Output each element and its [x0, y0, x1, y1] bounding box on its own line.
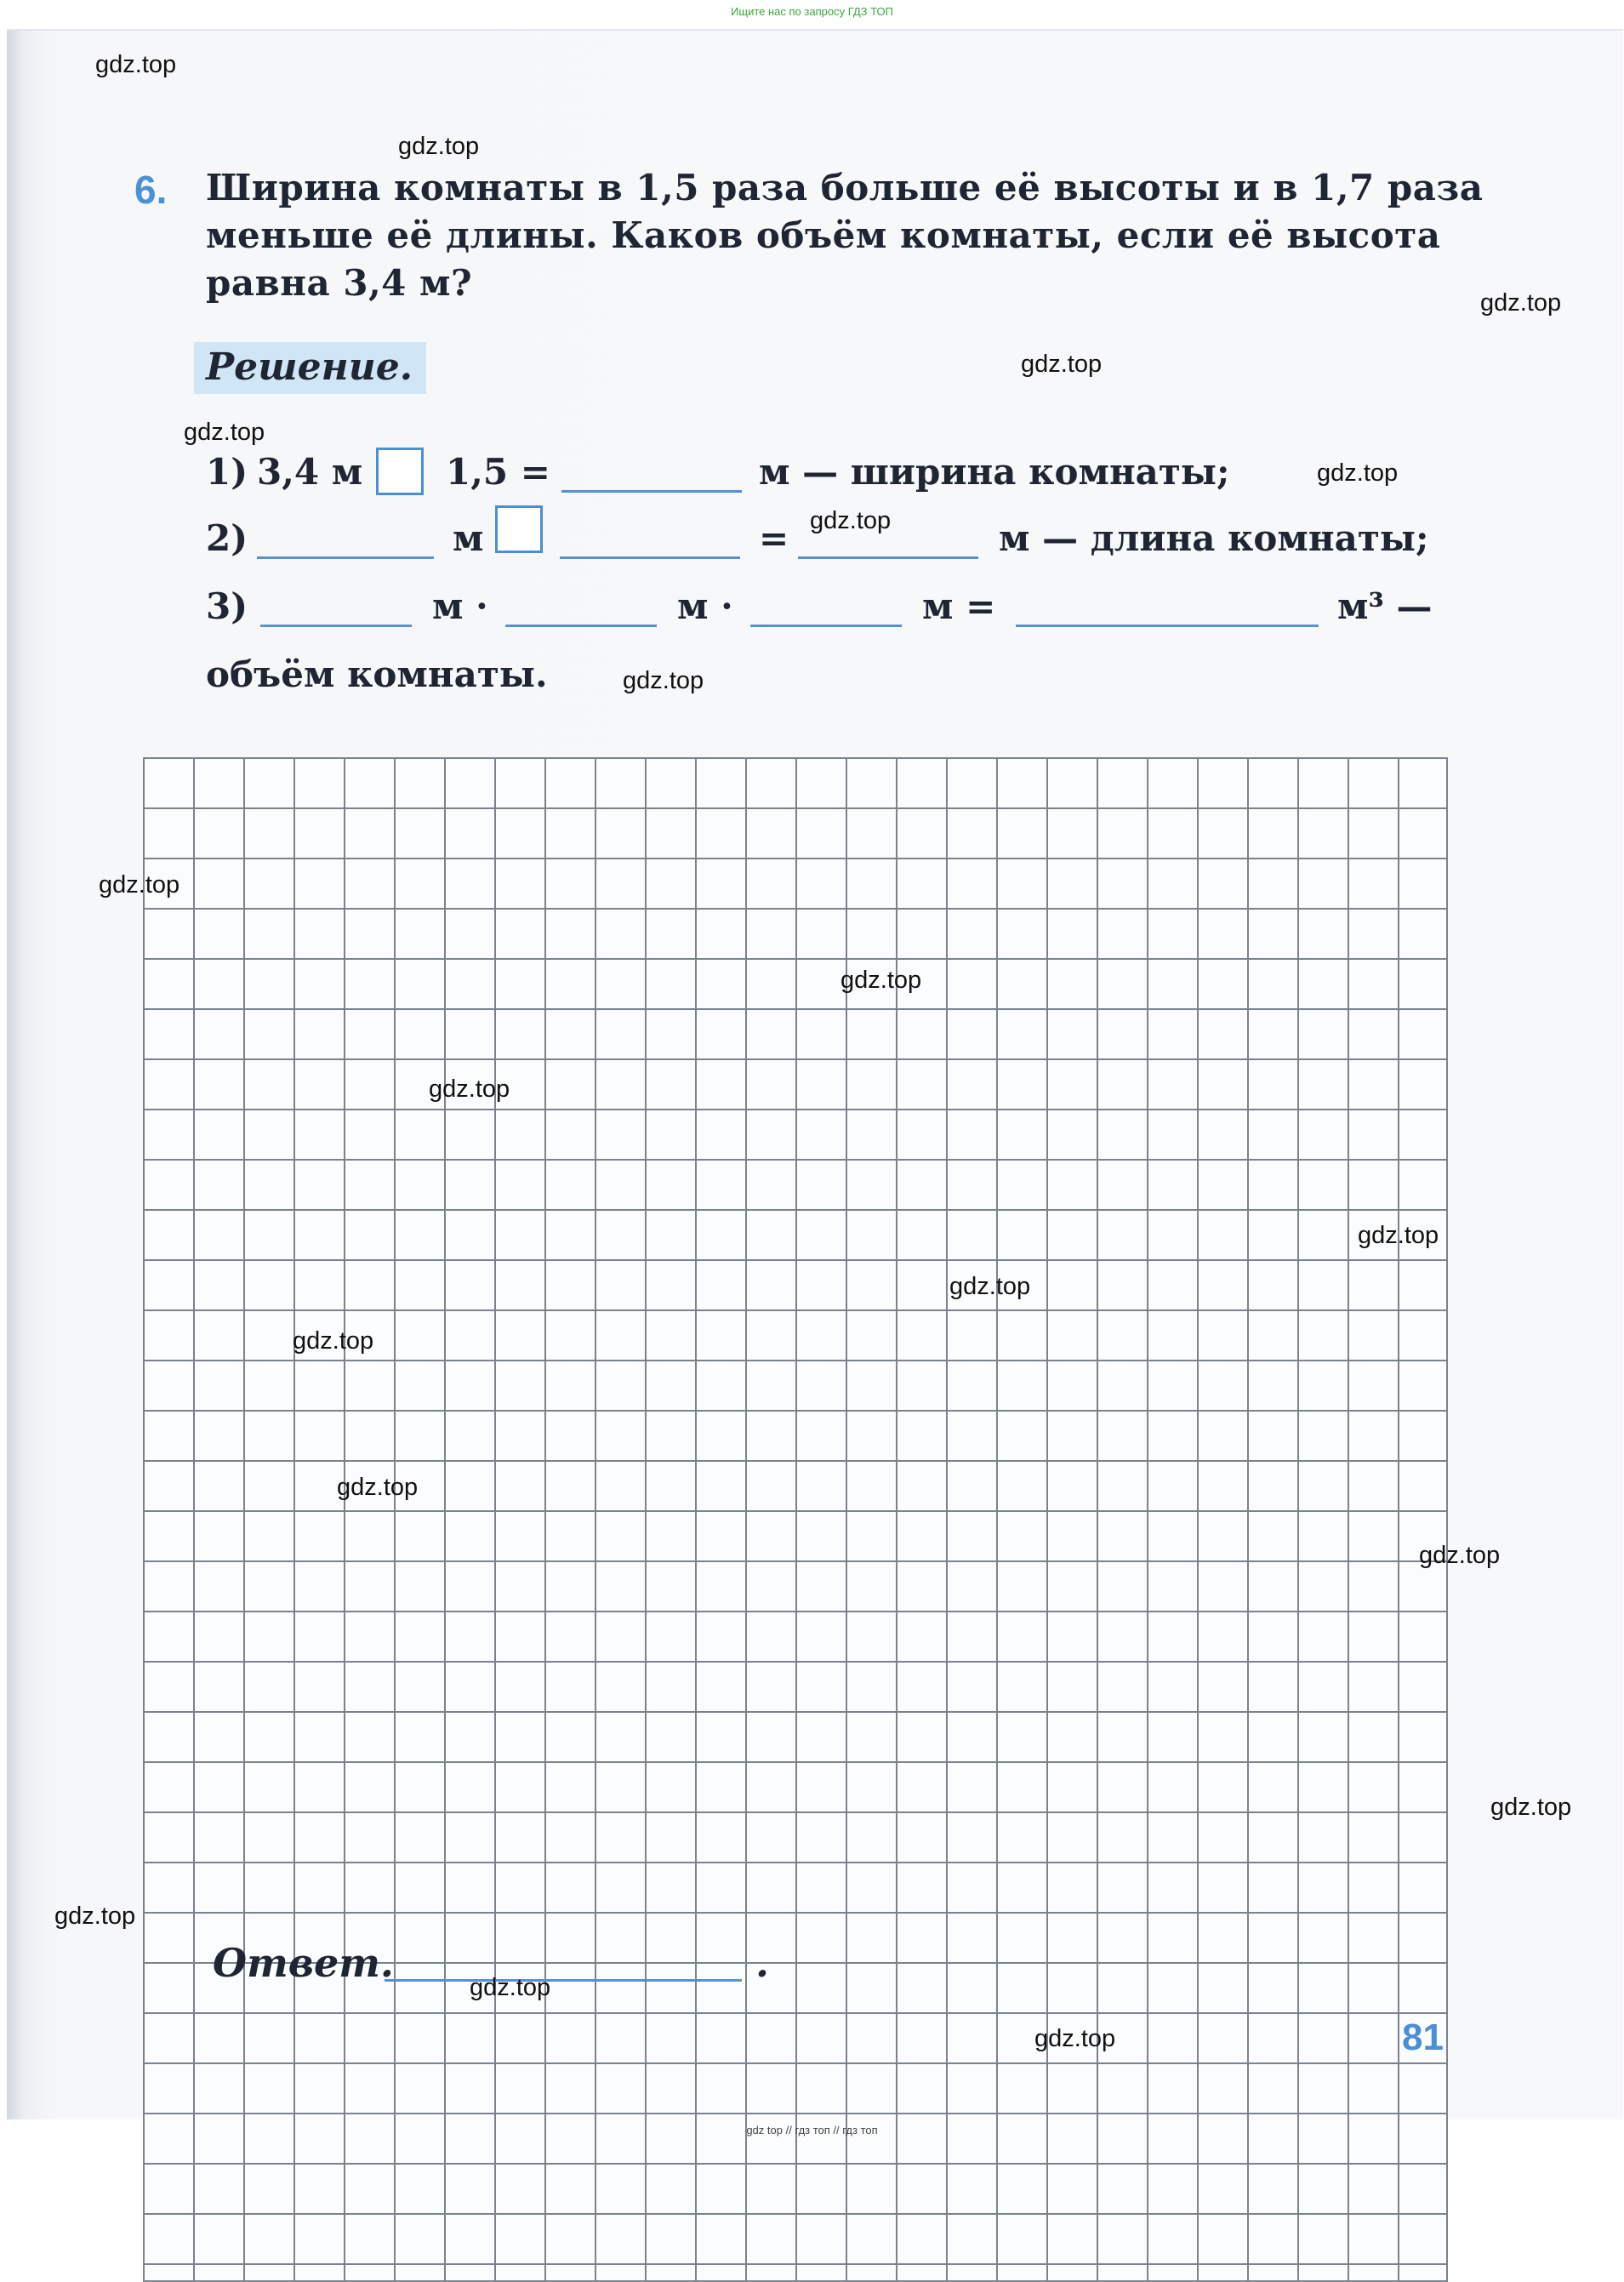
- answer-label: Ответ.: [213, 1940, 394, 1986]
- page-number: 81: [1402, 2017, 1444, 2058]
- watermark: gdz.top: [95, 51, 177, 78]
- step-3-tail: объём комнаты.: [206, 653, 548, 695]
- blank-volume[interactable]: [1016, 625, 1319, 627]
- step-3-unit-1: м ·: [432, 585, 488, 627]
- watermark: gdz.top: [1034, 2025, 1116, 2052]
- watermark: gdz.top: [1021, 351, 1103, 378]
- step-1: [206, 451, 1456, 502]
- watermark: gdz.top: [623, 667, 704, 694]
- blank-step-3-first[interactable]: [260, 625, 412, 627]
- operation-box-1[interactable]: [376, 448, 424, 495]
- answer-row: [213, 1940, 394, 1986]
- watermark: gdz.top: [810, 507, 892, 534]
- watermark: gdz.top: [1419, 1542, 1501, 1569]
- step-2-number: 2): [206, 517, 248, 559]
- task-number: 6.: [134, 168, 168, 212]
- footer-link[interactable]: gdz top // гдз топ // гдз топ: [746, 2124, 878, 2137]
- watermark: gdz.top: [99, 871, 180, 899]
- task-text-line-2: меньше её длины. Каков объём комнаты, если её высота: [206, 214, 1441, 256]
- step-2-result-label: м — длина комнаты;: [999, 517, 1429, 559]
- watermark: gdz.top: [1317, 459, 1399, 487]
- draft-grid[interactable]: [143, 757, 1448, 2282]
- watermark: gdz.top: [54, 1903, 136, 1930]
- blank-length[interactable]: [798, 556, 978, 559]
- step-1-value: 3,4 м: [257, 451, 363, 493]
- step-1-result-label: м — ширина комнаты;: [759, 451, 1230, 493]
- watermark: gdz.top: [429, 1075, 510, 1103]
- watermark: gdz.top: [337, 1474, 419, 1501]
- step-3: [206, 585, 1456, 636]
- step-1-factor: 1,5 =: [446, 451, 550, 493]
- answer-blank[interactable]: [385, 1979, 742, 1982]
- step-2-unit: м: [453, 517, 484, 559]
- watermark: gdz.top: [1358, 1222, 1439, 1249]
- blank-step-3-second[interactable]: [505, 625, 657, 627]
- step-3-number: 3): [206, 585, 248, 627]
- blank-width[interactable]: [561, 490, 742, 493]
- step-2-equals: =: [759, 517, 789, 559]
- solution-label: Решение.: [194, 342, 426, 394]
- watermark: gdz.top: [293, 1327, 374, 1355]
- watermark: gdz.top: [184, 419, 265, 446]
- watermark: gdz.top: [1490, 1794, 1572, 1821]
- watermark: gdz.top: [398, 133, 480, 160]
- step-3-unit-volume: м³ —: [1337, 585, 1433, 627]
- watermark: gdz.top: [949, 1273, 1031, 1300]
- blank-step-2-first[interactable]: [257, 556, 434, 559]
- step-3-unit-2: м ·: [677, 585, 733, 627]
- watermark: gdz.top: [1480, 289, 1562, 317]
- blank-step-3-third[interactable]: [750, 625, 902, 627]
- task-text-line-3: равна 3,4 м?: [206, 262, 473, 304]
- watermark: gdz.top: [840, 967, 922, 994]
- header-link[interactable]: Ищите нас по запросу ГДЗ ТОП: [731, 5, 893, 18]
- watermark: gdz.top: [470, 1974, 551, 2001]
- step-1-number: 1): [206, 451, 248, 493]
- answer-dot: .: [755, 1940, 770, 1986]
- task-text-line-1: Ширина комнаты в 1,5 раза больше её высоты и в 1,7 раза: [206, 167, 1484, 208]
- blank-step-2-second[interactable]: [560, 556, 740, 559]
- operation-box-2[interactable]: [495, 505, 543, 553]
- step-3-unit-3: м =: [922, 585, 996, 627]
